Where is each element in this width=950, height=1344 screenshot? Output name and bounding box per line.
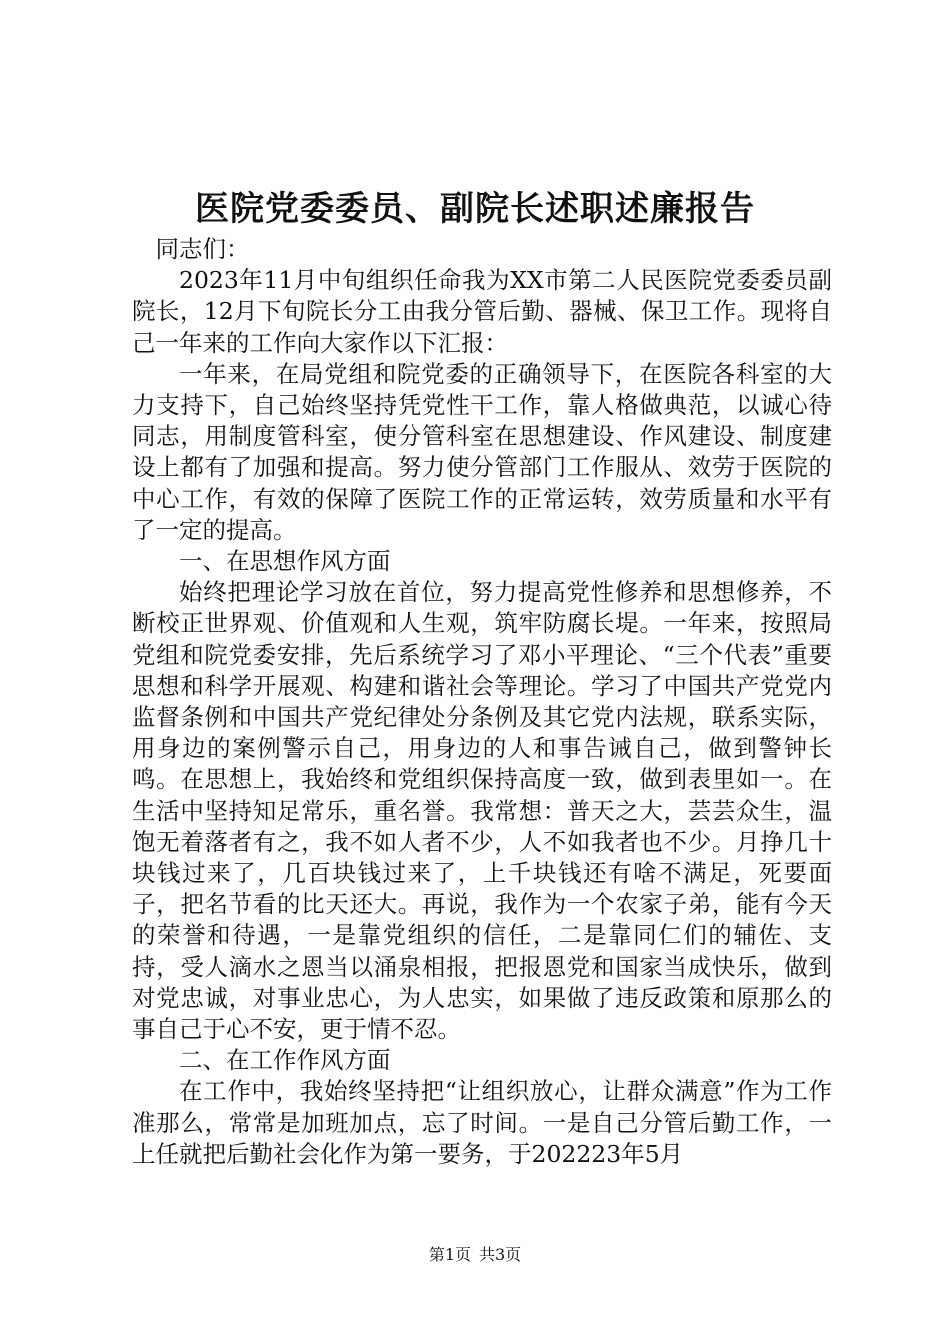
paragraph-work-style: 在工作中，我始终坚持把“让组织放心，让群众满意”作为工作准那么，常常是加班加点，忘了时间。一是自己分管后勤工作，一上任就把后勤社会化作为第一要务，于202223年5月	[132, 1077, 832, 1168]
page-total: 共3页	[479, 1245, 522, 1264]
paragraph-ideology: 始终把理论学习放在首位，努力提高党性修养和思想修养，不断校正世界观、价值观和人生观，筑牢防腐长堤。一年来，按照局党组和院党委安排，先后系统学习了邓小平理论、“三个代表”重要思想和科学开展观、构建和谐社会等理论。学习了中国共产党党内监督条例和中国共产党纪律处分条例及其它党内法规，联系实际，用身边的案例警示自己，用身边的人和事告诫自己，做到警钟长鸣。在思想上，我始终和党组织保持高度一致，做到表里如一。在生活中坚持知足常乐，重名誉。我常想：普天之大，芸芸众生，温饱无着落者有之，我不如人者不少，人不如我者也不少。月挣几十块钱过来了，几百块钱过来了，上千块钱还有啥不满足，死要面子，把名节看的比天还大。再说，我作为一个农家子弟，能有今天的荣誉和待遇，一是靠党组织的信任，二是靠同仁们的辅佐、支持，受人滴水之恩当以涌泉相报，把报恩党和国家当成快乐，做到对党忠诚，对事业忠心，为人忠实，如果做了违反政策和原那么的事自己于心不安，更于情不忍。	[132, 578, 832, 1044]
section-heading-work-style: 二、在工作作风方面	[179, 1046, 391, 1075]
document-title: 医院党委委员、副院长述职述廉报告	[195, 189, 755, 229]
paragraph-appointment: 2023年11月中旬组织任命我为XX市第二人民医院党委委员副院长，12月下旬院长分工由我分管后勤、器械、保卫工作。现将自己一年来的工作向大家作以下汇报：	[132, 266, 832, 357]
salutation: 同志们：	[155, 235, 250, 263]
document-body	[132, 234, 832, 1170]
paragraph-overview: 一年来，在局党组和院党委的正确领导下，在医院各科室的大力支持下，自己始终坚持凭党性干工作，靠人格做典范，以诚心待同志，用制度管科室，使分管科室在思想建设、作风建设、制度建设上都有了加强和提高。努力使分管部门工作服从、效劳于医院的中心工作，有效的保障了医院工作的正常运转，效劳质量和水平有了一定的提高。	[132, 359, 832, 544]
section-heading-ideology: 一、在思想作风方面	[179, 547, 391, 576]
page-footer	[0, 1244, 950, 1266]
page-number: 第1页	[428, 1245, 471, 1264]
